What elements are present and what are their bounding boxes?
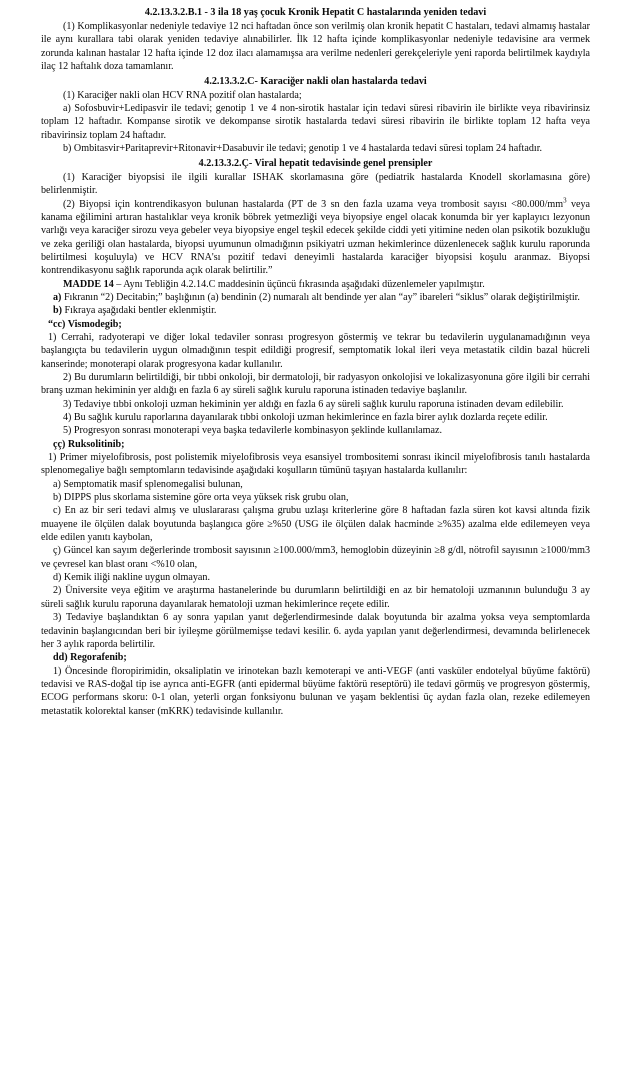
paragraph-ruksolitinib-3: 3) Tedaviye başlandıktan 6 ay sonra yapılan yanıt değerlendirmesinde dalak boyutunda bir azalma yoksa veya semptomlarda tedavinin başlangıcından beri bir iyileşme görülmemişse tedavi kesilir. 6. ayda yapılan yanıt değerlendirmesi, devamında belirlenecek her 3 aylık raporda belirtilir. — [41, 612, 590, 650]
heading-vismodegib: “cc) Vismodegib; — [48, 318, 122, 330]
mm-unit: /mm — [544, 198, 564, 210]
paragraph-ruksolitinib-c-cedilla: ç) Güncel kan sayım değerlerinde trombosit sayısının ≥100.000/mm3, hemoglobin düzeyinin ≥8 g/dl, nötrofil sayısının ≥1000/mm3 ve çevresel kan blast oranı <%10 olan, — [41, 545, 590, 570]
heading-4-2-13-3-2-cc: 4.2.13.3.2.Ç- Viral hepatit tedavisinde genel prensipler — [198, 157, 433, 169]
paragraph-cc-1: (1) Karaciğer biyopsisi ile ilgili kurallar ISHAK skorlamasına göre (pediatrik hastalarda Knodell skorlamasına göre) belirlenmiştir. — [41, 171, 590, 197]
units-per-mm3 — [544, 196, 567, 210]
madde-14-b-text: Fıkraya aşağıdaki bentler eklenmiştir. — [61, 305, 217, 317]
paragraph-vismodegib-4: 4) Bu sağlık kurulu raporlarına dayanılarak tıbbi onkoloji uzman hekimlerince en fazla birer aylık dozlarda reçete edilir. — [63, 412, 548, 423]
paragraph-vismodegib-5: 5) Progresyon sonrası monoterapi veya başka tedavilerle kombinasyon şeklinde kullanılamaz. — [63, 425, 442, 437]
heading-regorafenib: dd) Regorafenib; — [53, 652, 127, 664]
paragraph-madde-14-b — [41, 304, 590, 317]
paragraph-cc-2-part2: veya kanama eğilimini artıran hastalıklar veya kronik böbrek yetmezliği veya biyopsiye engel olacak konumda bir yer kaplayıcı lezyonun varlığı veya karaciğer sirozu veya gebeler veya biyopsiye engel teşkil edecek şekilde ciddi yeti yitimine neden olan psikotik bozukluğu ve zeka geriliği olan hastalarda, biyopsi uyumunun olmadığının psikiyatri uzman hekimlerince düzenlenecek sağlık kurulu raporunda belirtilmesi koşuluyla) ve HCV RNA'sı pozitif tedavi deneyimli hastalarda karaciğer biyopsisi koşulu aranmaz. Biyopsi kontrendikasyonu sağlık raporunda açık olarak belirtilir.” — [41, 198, 590, 277]
paragraph-c-b: b) Ombitasvir+Paritaprevir+Ritonavir+Dasabuvir ile tedavi; genotip 1 ve 4 hastalarda tedavi süresi toplam 24 haftadır. — [63, 143, 543, 155]
madde-14-a-text: Fıkranın “2) Decitabin;” başlığının (a) bendinin (2) numaralı alt bendinde yer alan “ay” ibareleri “siklus” olarak değiştirilmiştir. — [61, 291, 580, 303]
paragraph-ruksolitinib-2: 2) Üniversite veya eğitim ve araştırma hastanelerinde bu durumların belirtildiği en az bir hematoloji uzmanının bulunduğu 3 ay süreli sağlık kurulu raporuna dayanılarak hematoloji uzman hekimlerince reçete edilir. — [41, 585, 590, 610]
paragraph-c-1: (1) Karaciğer nakli olan HCV RNA pozitif olan hastalarda; — [63, 89, 302, 101]
paragraph-ruksolitinib-1: 1) Primer miyelofibrosis, post polistemik miyelofibrosis veya esansiyel trombositemi sonrası ikincil miyelofibrosis tanılı hastalarda splenomegaliye bağlı semptomların tedavisinde aşağıdaki koşulların tümünü taşıyan hastalarda kullanılır: — [41, 452, 590, 477]
exponent-three: 3 — [563, 196, 567, 205]
paragraph-b1-1: (1) Komplikasyonlar nedeniyle tedaviye 12 nci haftadan önce son verilmiş olan kronik hepatit C hastaları, tedavi almamış hastalar ile aynı kurallara tabi olarak yeniden tedaviye alınabilirler. İlk 12 hafta içinde komplikasyonlar nedeniyle tedavisine ara vermek zorunda kalınan hastalar 12 hafta içinde 12 doz ilacı alamamışsa ara verilme nedenleri gerekçeleriyle yeni raporda belirtilmek kaydıyla ilaç 12 haftalık doza tamamlanır. — [41, 20, 590, 72]
paragraph-madde-14-a — [41, 291, 590, 304]
paragraph-cc-2 — [41, 198, 590, 278]
paragraph-vismodegib-2: 2) Bu durumların belirtildiği, bir tıbbi onkoloji, bir dermatoloji, bir radyasyon onkolojisi ve lokalizasyonuna göre ilgili bir cerrahi branş uzman hekiminin yer aldığı en fazla 6 ay süreli sağlık kurulu raporuna istinaden tedaviye başlanılır. — [41, 371, 590, 397]
madde-14-b-label: b) — [53, 305, 62, 317]
madde-14-label: MADDE 14 — [63, 278, 114, 290]
paragraph-ruksolitinib-a: a) Semptomatik masif splenomegalisi bulunan, — [53, 478, 243, 490]
paragraph-c-a: a) Sofosbuvir+Ledipasvir ile tedavi; genotip 1 ve 4 non-sirotik hastalar için tedavi süresi ribavirin ile birlikte veya ribavirinsiz toplam 12 haftadır. Kompanse sirotik ve dekompanse sirotik hastalarda tedavi süresi ribavirin ile birlikte toplam 12 hafta veya ribavirinsiz toplam 24 haftadır. — [41, 103, 590, 141]
madde-14-a-label: a) — [53, 291, 62, 303]
paragraph-vismodegib-3: 3) Tedaviye tıbbi onkoloji uzman hekiminin yer aldığı en fazla 6 ay süreli sağlık kurulu raporuna istinaden devam edilebilir. — [63, 398, 564, 410]
madde-14-text: – Aynı Tebliğin 4.2.14.C maddesinin üçüncü fıkrasında aşağıdaki düzenlemeler yapılmıştır. — [113, 278, 485, 290]
paragraph-ruksolitinib-b: b) DIPPS plus skorlama sistemine göre orta veya yüksek risk grubu olan, — [53, 492, 349, 504]
heading-ruksolitinib: çç) Ruksolitinib; — [53, 438, 125, 450]
paragraph-madde-14 — [41, 278, 590, 291]
paragraph-ruksolitinib-c: c) En az bir seri tedavi almış ve uluslararası çalışma grubu uzlaşı kriterlerine göre 8 haftadan fazla süren kot kavsi altında fizik muayene ile ölçülen dalak boyutunda başlangıca göre ≥%50 (USG ile ölçülen dalak hacminde ≥%35) azalma elde edilemeyen veya elde edilen yanıtı kaybolan, — [41, 505, 590, 544]
paragraph-regorafenib-1: 1) Öncesinde floropirimidin, oksaliplatin ve irinotekan bazlı kemoterapi ve anti-VEGF (anti vasküler endotelyal büyüme faktörü) tedavisi ve RAS-doğal tip ise ayrıca anti-EGFR (anti epidermal büyüme faktörü reseptörü) ile tedavi görmüş ve progresyon göstermiş, ECOG performans skoru: 0-1 olan, yeterli organ fonksiyonu bulunan ve yaşam beklentisi üç aydan fazla olan, rezeke edilemeyen metastatik kolorektal kanser (mKRK) tedavisinde kullanılır. — [41, 665, 590, 717]
paragraph-vismodegib-1: 1) Cerrahi, radyoterapi ve diğer lokal tedaviler sonrası progresyon göstermiş ve tekrar bu tedavilerin uygulanamadığının veya başlangıçta bu tedavilerin uygun olmadığının tespit edildiği progresif, semptomatik lokal ileri veya metastatik cildin bazal hücreli kanserinde; monoterapi olarak progresyona kadar kullanılır. — [41, 331, 590, 370]
heading-4-2-13-3-2-b-1: 4.2.13.3.2.B.1 - 3 ila 18 yaş çocuk Kronik Hepatit C hastalarında yeniden tedavi — [144, 7, 487, 18]
paragraph-cc-2-part1: (2) Biyopsi için kontrendikasyon bulunan hastalarda (PT de 3 sn den fazla uzama veya trombosit sayısı <80.000 — [63, 198, 545, 210]
document-body — [41, 6, 590, 718]
paragraph-ruksolitinib-d: d) Kemik iliği nakline uygun olmayan. — [53, 572, 210, 584]
heading-4-2-13-3-2-c: 4.2.13.3.2.C- Karaciğer nakli olan hastalarda tedavi — [204, 75, 427, 87]
